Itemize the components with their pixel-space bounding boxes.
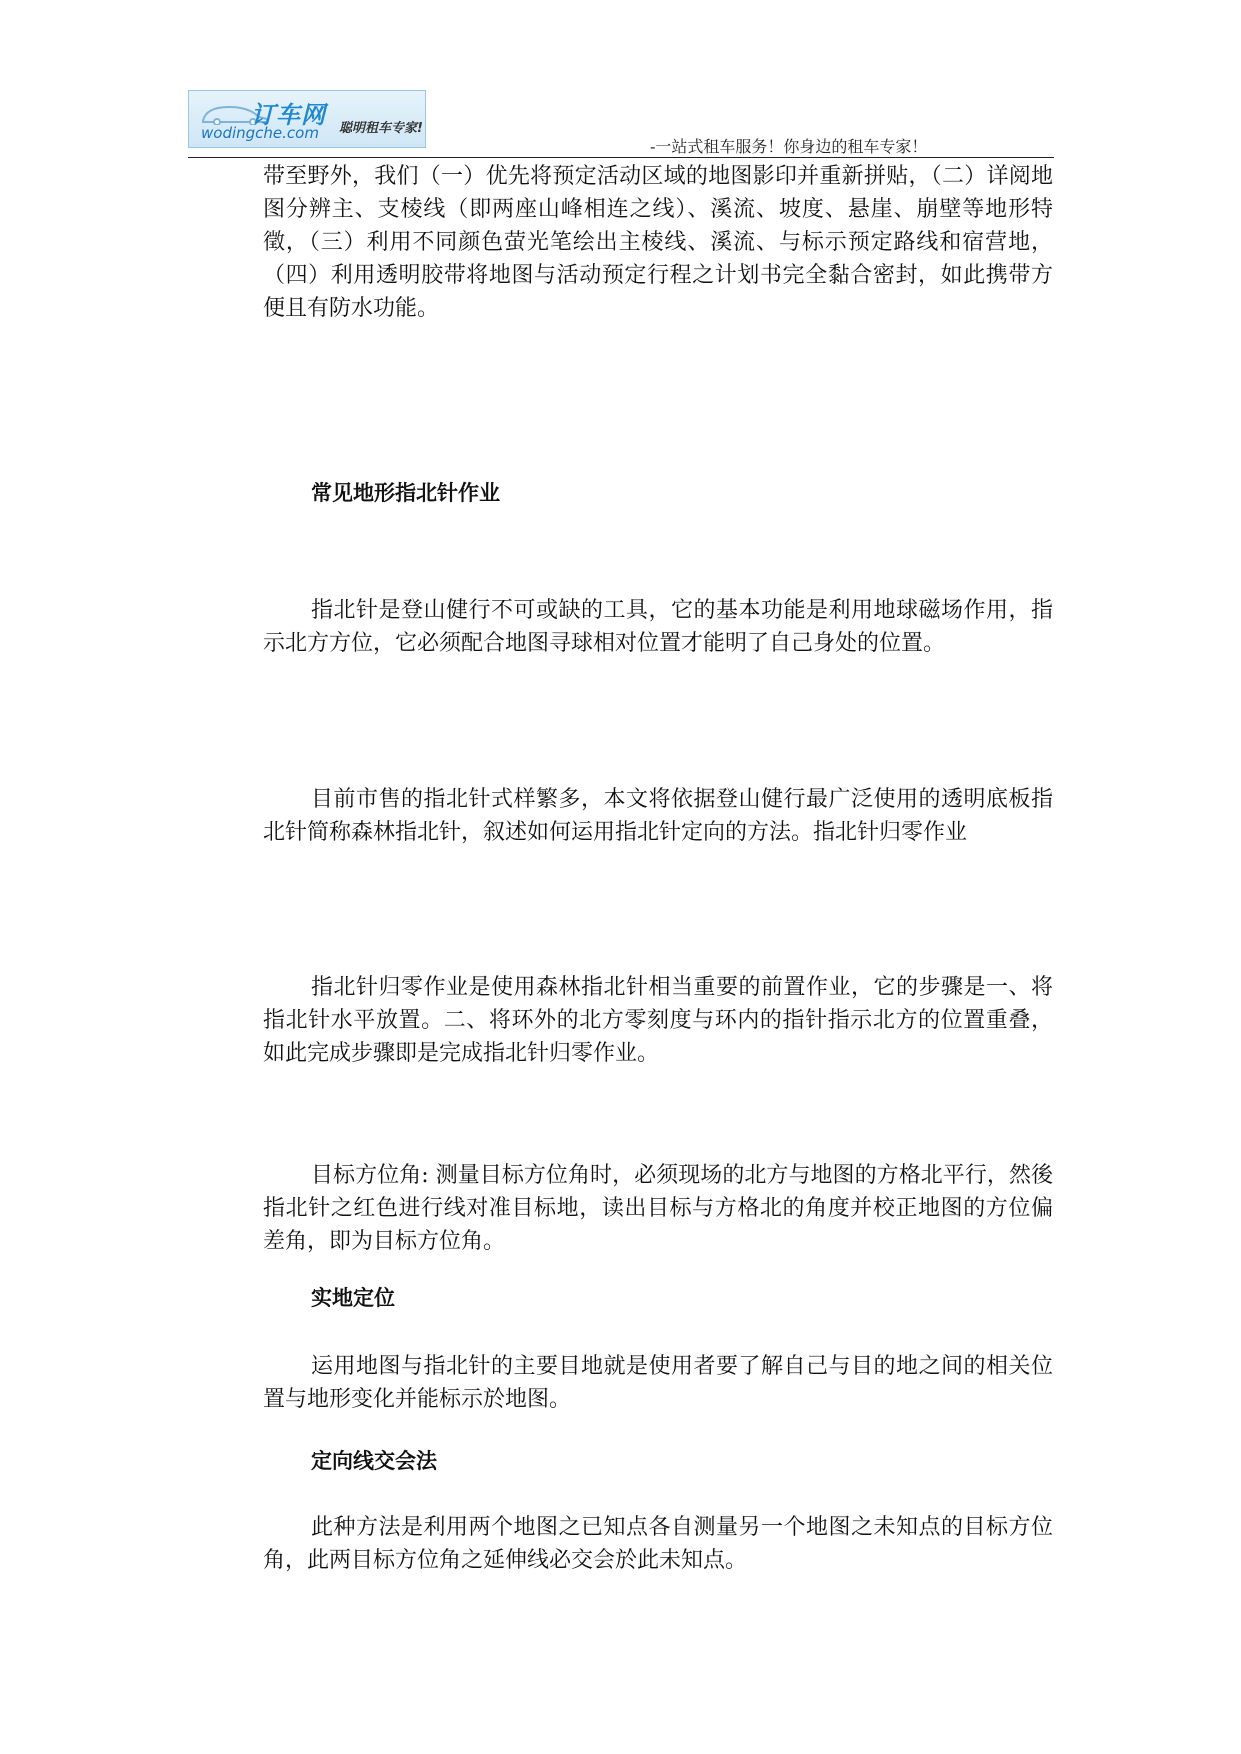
wodingche-logo (188, 90, 426, 148)
heading-intersection-method: 定向线交会法 (311, 1449, 437, 1473)
paragraph-compass-types: 目前市售的指北针式样繁多，本文将依据登山健行最广泛使用的透明底板指北针简称森林指北针，叙述如何运用指北针定向的方法。指北针归零作业 (263, 787, 1053, 845)
header-divider (188, 157, 1054, 158)
paragraph-target-azimuth: 目标方位角: 测量目标方位角时，必须现场的北方与地图的方格北平行，然後指北针之红色进行线对准目标地，读出目标与方格北的角度并校正地图的方位偏差角，即为目标方位角。 (263, 1163, 1053, 1254)
paragraph-field-positioning: 运用地图与指北针的主要目地就是使用者要了解自己与目的地之间的相关位置与地形变化并能标示於地图。 (263, 1354, 1053, 1412)
paragraph-map-preparation: 带至野外，我们（一）优先将预定活动区域的地图影印并重新拼贴，（二）详阅地图分辨主、支棱线（即两座山峰相连之线）、溪流、坡度、悬崖、崩壁等地形特徵，（三）利用不同颜色萤光笔绘出主棱线、溪流、与标示预定路线和宿营地，（四）利用透明胶带将地图与活动预定行程之计划书完全黏合密封，如此携带方便且有防水功能。 (263, 164, 1053, 321)
paragraph-compass-intro: 指北针是登山健行不可或缺的工具，它的基本功能是利用地球磁场作用，指示北方方位，它必须配合地图寻球相对位置才能明了自己身处的位置。 (263, 598, 1053, 656)
paragraph-compass-zeroing: 指北针归零作业是使用森林指北针相当重要的前置作业，它的步骤是一、将指北针水平放置。二、将环外的北方零刻度与环内的指针指示北方的位置重叠，如此完成步骤即是完成指北针归零作业。 (263, 975, 1053, 1066)
logo-domain: wodingche.com (201, 124, 319, 142)
logo-brand: 订车网 (251, 101, 326, 129)
logo-slogan: 聪明租车专家! (339, 121, 423, 136)
heading-compass-operations: 常见地形指北针作业 (311, 481, 500, 505)
paragraph-intersection-method: 此种方法是利用两个地图之已知点各自测量另一个地图之未知点的目标方位角，此两目标方位角之延伸线必交会於此未知点。 (263, 1515, 1053, 1573)
header-tagline: -一站式租车服务！你身边的租车专家！ (650, 137, 928, 156)
heading-field-positioning: 实地定位 (311, 1286, 395, 1310)
